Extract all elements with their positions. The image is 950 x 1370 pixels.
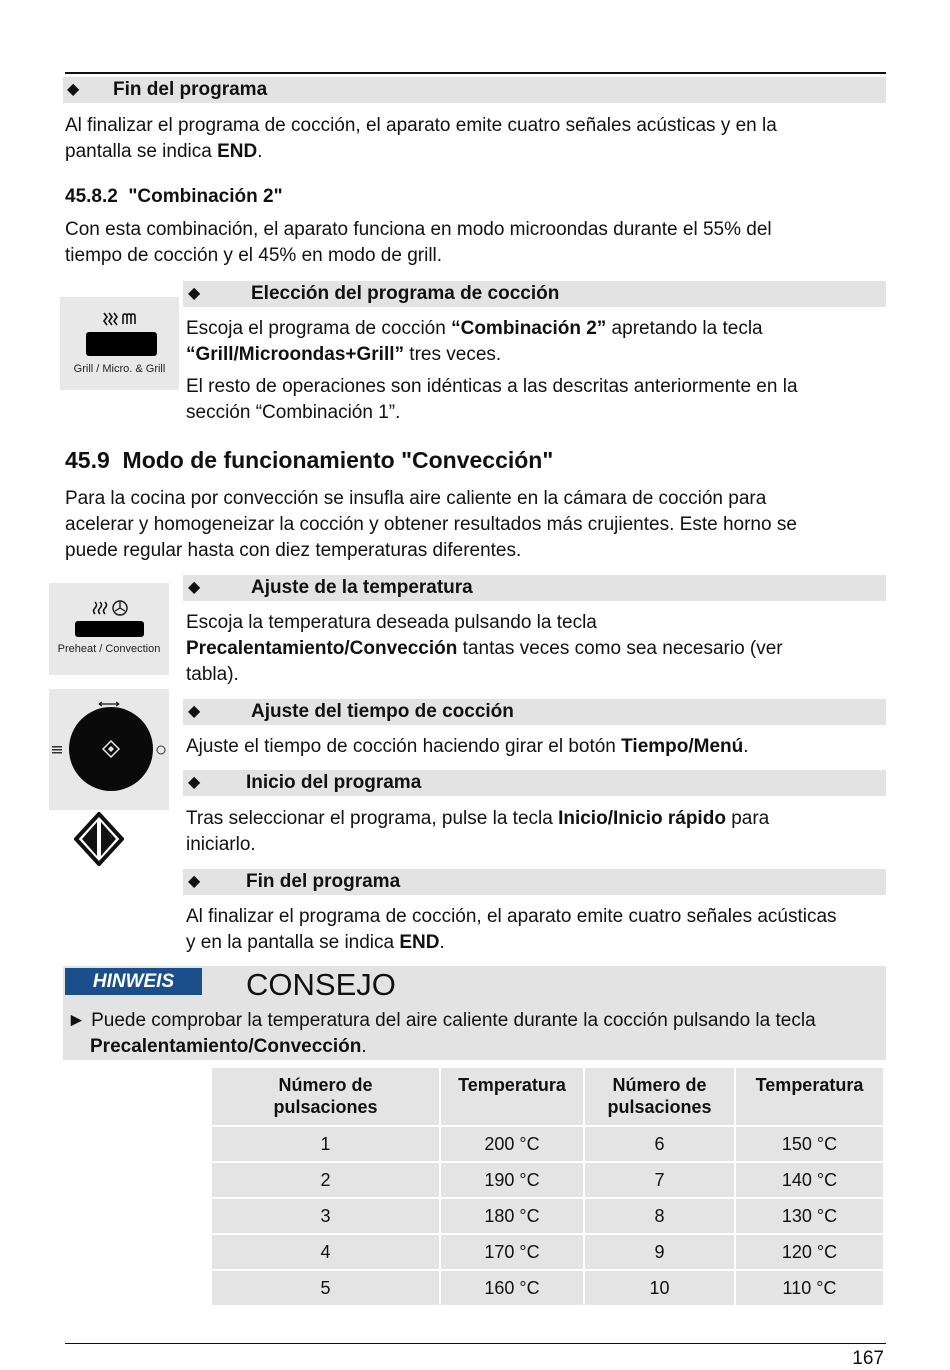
conveccion-intro: Para la cocina por convección se insufla aire caliente en la cámara de cocción para acelerar y homogeneizar la cocción y obtener resultados más crujientes. Este horno se puede regular hasta con diez temperaturas diferentes. [65,488,797,561]
table-cell: 120 °C [736,1235,883,1269]
section-bar-eleccion [183,281,886,307]
table-row [212,1271,883,1305]
inicio-title: Inicio del programa [246,772,422,793]
inicio-paragraph: Tras seleccionar el programa, pulse la tecla Inicio/Inicio rápido para iniciarlo. [186,808,770,855]
section-bar-inicio [183,770,886,796]
section-bar-fin [183,869,886,895]
heat-convection-symbol-icon [92,599,130,617]
combinacion2-paragraph: Con esta combinación, el aparato funciona en modo microondas durante el 55% del tiempo de cocción y el 45% en modo de grill. [65,219,772,266]
table-cell: 7 [585,1163,734,1197]
table-cell: 150 °C [736,1127,883,1161]
section-bar-ajuste-tiempo [183,699,886,725]
table-cell: 6 [585,1127,734,1161]
eleccion-title: Elección del programa de cocción [251,283,560,304]
fin-paragraph: Al finalizar el programa de cocción, el aparato emite cuatro señales acústicas y en la pantalla se indica END. [65,115,777,162]
diamond-bullet-icon: ◆ [188,579,201,596]
top-rule [65,72,886,74]
eleccion-paragraph: Escoja el programa de cocción “Combinación 2” apretando la tecla “Grill/Microondas+Grill” tres veces. El resto de operaciones son idénticas a las descritas anteriormente en la sección “Combinación 1”. [186,318,798,423]
table-cell: 170 °C [441,1235,583,1269]
table-cell: 110 °C [736,1271,883,1305]
ajuste-tiempo-title: Ajuste del tiempo de cocción [251,701,514,722]
ajuste-temp-title: Ajuste de la temperatura [251,577,473,598]
table-cell: 2 [212,1163,439,1197]
diamond-bullet-icon: ◆ [188,285,201,302]
ajuste-temp-paragraph: Escoja la temperatura deseada pulsando la tecla Precalentamiento/Convección tantas veces como sea necesario (ver tabla). [186,612,783,685]
section-bar-fin-top [63,77,886,103]
table-row [212,1235,883,1269]
preheat-key-display [75,621,144,637]
diamond-bullet-icon: ◆ [67,81,80,98]
table-cell: 180 °C [441,1199,583,1233]
table-header-row [212,1068,883,1125]
time-menu-dial-illustration [49,689,169,810]
table-cell: 130 °C [736,1199,883,1233]
table-cell: 4 [212,1235,439,1269]
dial-knob-icon [49,689,169,810]
table-cell: 140 °C [736,1163,883,1197]
table-cell: 10 [585,1271,734,1305]
section-heading-459: 45.9 Modo de funcionamiento "Convección" [65,447,554,473]
table-header: Número de pulsaciones [212,1068,439,1125]
start-quick-start-icon [74,812,124,866]
ajuste-tiempo-paragraph: Ajuste el tiempo de cocción haciendo girar el botón Tiempo/Menú. [186,736,749,757]
section-bar-ajuste-temp [183,575,886,601]
table-header: Número de pulsaciones [585,1068,734,1125]
grill-micro-key-illustration [60,297,179,390]
grill-key-label: Grill / Micro. & Grill [73,363,166,375]
tip-title: CONSEJO [246,967,396,1002]
table-row [212,1199,883,1233]
table-cell: 9 [585,1235,734,1269]
bottom-rule [65,1343,886,1344]
subsection-heading-4582: 45.8.2 "Combinación 2" [65,186,283,207]
table-cell: 190 °C [441,1163,583,1197]
diamond-bullet-icon: ◆ [188,703,201,720]
temperature-table [210,1066,885,1307]
diamond-bullet-icon: ◆ [188,873,201,890]
fin-title: Fin del programa [113,79,268,100]
table-cell: 160 °C [441,1271,583,1305]
grill-key-display [86,332,157,356]
table-cell: 200 °C [441,1127,583,1161]
table-cell: 5 [212,1271,439,1305]
tip-text: ► Puede comprobar la temperatura del aire caliente durante la cocción pulsando la tecla Precalentamiento/Convección. [67,1010,816,1057]
grill-micro-symbol-icon [102,311,140,327]
fin-paragraph-2: Al finalizar el programa de cocción, el aparato emite cuatro señales acústicas y en la pantalla se indica END. [186,906,837,953]
preheat-convection-key-illustration [49,583,169,675]
table-row [212,1163,883,1197]
table-cell: 1 [212,1127,439,1161]
table-row [212,1127,883,1161]
table-header: Temperatura [441,1068,583,1125]
page-number: 167 [852,1348,884,1369]
table-cell: 3 [212,1199,439,1233]
fin-title-2: Fin del programa [246,871,401,892]
hinweis-badge: HINWEIS [65,968,202,995]
preheat-key-label: Preheat / Convection [57,643,161,655]
table-header: Temperatura [736,1068,883,1125]
table-cell: 8 [585,1199,734,1233]
diamond-bullet-icon: ◆ [188,774,201,791]
